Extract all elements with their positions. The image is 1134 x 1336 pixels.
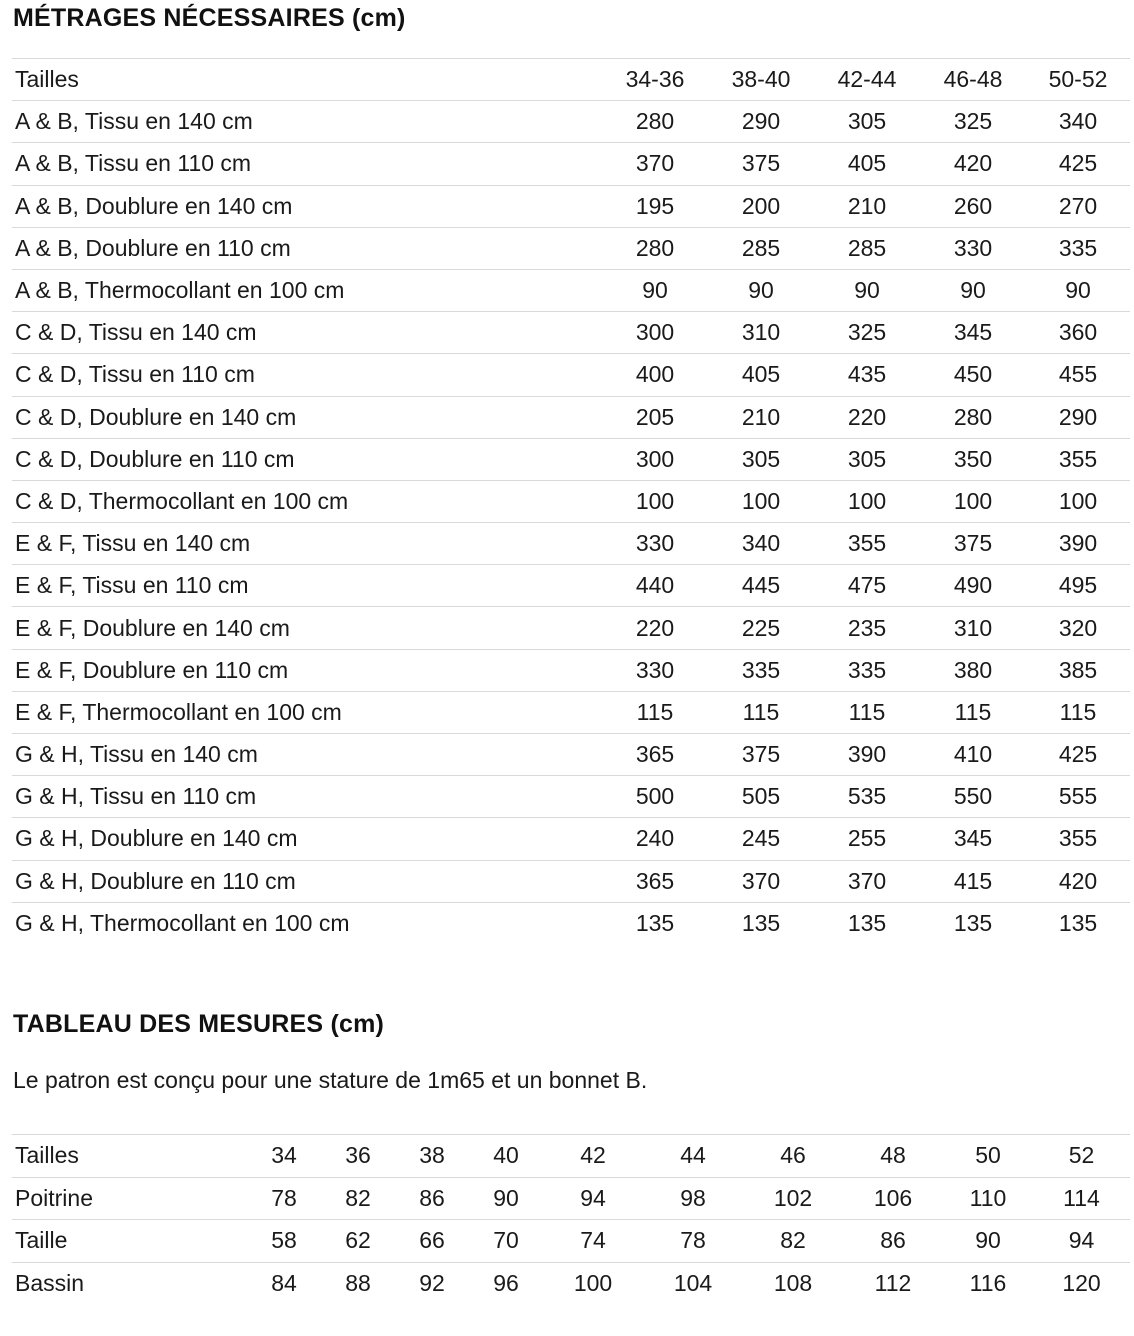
- value-cell: 100: [602, 480, 708, 522]
- value-cell: 330: [920, 227, 1026, 269]
- size-header: 42-44: [814, 58, 920, 100]
- table-row: [12, 142, 1130, 184]
- value-cell: 90: [469, 1177, 543, 1220]
- value-cell: 240: [602, 817, 708, 859]
- value-cell: 74: [543, 1219, 643, 1262]
- value-cell: 555: [1026, 775, 1130, 817]
- value-cell: 135: [1026, 902, 1130, 944]
- table-row: [12, 227, 1130, 269]
- value-cell: 245: [708, 817, 814, 859]
- table-row: [12, 522, 1130, 564]
- value-cell: 58: [247, 1219, 321, 1262]
- value-cell: 310: [920, 606, 1026, 648]
- row-label: E & F, Tissu en 110 cm: [12, 564, 602, 606]
- size-header: 52: [1033, 1134, 1130, 1177]
- value-cell: 115: [1026, 691, 1130, 733]
- value-cell: 225: [708, 606, 814, 648]
- value-cell: 90: [1026, 269, 1130, 311]
- value-cell: 90: [814, 269, 920, 311]
- value-cell: 300: [602, 311, 708, 353]
- row-label: E & F, Doublure en 140 cm: [12, 606, 602, 648]
- table-row: [12, 902, 1130, 944]
- value-cell: 120: [1033, 1262, 1130, 1305]
- row-label: G & H, Doublure en 140 cm: [12, 817, 602, 859]
- metrages-title: MÉTRAGES NÉCESSAIRES (cm): [13, 4, 406, 32]
- row-label: E & F, Thermocollant en 100 cm: [12, 691, 602, 733]
- value-cell: 405: [814, 142, 920, 184]
- value-cell: 450: [920, 353, 1026, 395]
- row-label: Taille: [12, 1219, 247, 1262]
- value-cell: 335: [708, 649, 814, 691]
- value-cell: 115: [602, 691, 708, 733]
- value-cell: 340: [1026, 100, 1130, 142]
- value-cell: 425: [1026, 733, 1130, 775]
- size-header: 38: [395, 1134, 469, 1177]
- value-cell: 455: [1026, 353, 1130, 395]
- value-cell: 310: [708, 311, 814, 353]
- value-cell: 270: [1026, 185, 1130, 227]
- value-cell: 375: [708, 733, 814, 775]
- value-cell: 300: [602, 438, 708, 480]
- value-cell: 108: [743, 1262, 843, 1305]
- value-cell: 94: [1033, 1219, 1130, 1262]
- value-cell: 82: [321, 1177, 395, 1220]
- value-cell: 445: [708, 564, 814, 606]
- row-label: A & B, Thermocollant en 100 cm: [12, 269, 602, 311]
- header-label: Tailles: [12, 1134, 247, 1177]
- value-cell: 305: [814, 100, 920, 142]
- table-row: [12, 100, 1130, 142]
- value-cell: 280: [602, 100, 708, 142]
- value-cell: 375: [920, 522, 1026, 564]
- value-cell: 370: [602, 142, 708, 184]
- row-label: Bassin: [12, 1262, 247, 1305]
- value-cell: 385: [1026, 649, 1130, 691]
- size-header: 46-48: [920, 58, 1026, 100]
- table-row: [12, 438, 1130, 480]
- table-row: [12, 733, 1130, 775]
- header-row: [12, 1134, 1130, 1177]
- value-cell: 325: [920, 100, 1026, 142]
- value-cell: 100: [1026, 480, 1130, 522]
- value-cell: 345: [920, 311, 1026, 353]
- size-header: 46: [743, 1134, 843, 1177]
- table-row: [12, 564, 1130, 606]
- value-cell: 320: [1026, 606, 1130, 648]
- table-row: [12, 1219, 1130, 1262]
- value-cell: 62: [321, 1219, 395, 1262]
- value-cell: 305: [708, 438, 814, 480]
- table-row: [12, 396, 1130, 438]
- value-cell: 340: [708, 522, 814, 564]
- value-cell: 110: [943, 1177, 1033, 1220]
- table-row: [12, 269, 1130, 311]
- value-cell: 330: [602, 522, 708, 564]
- table-row: [12, 1177, 1130, 1220]
- header-label: Tailles: [12, 58, 602, 100]
- value-cell: 550: [920, 775, 1026, 817]
- value-cell: 84: [247, 1262, 321, 1305]
- value-cell: 115: [920, 691, 1026, 733]
- row-label: A & B, Doublure en 110 cm: [12, 227, 602, 269]
- row-label: Poitrine: [12, 1177, 247, 1220]
- size-header: 38-40: [708, 58, 814, 100]
- value-cell: 330: [602, 649, 708, 691]
- mesures-table: [12, 1134, 1130, 1304]
- row-label: A & B, Tissu en 110 cm: [12, 142, 602, 184]
- value-cell: 500: [602, 775, 708, 817]
- value-cell: 390: [814, 733, 920, 775]
- value-cell: 78: [643, 1219, 743, 1262]
- value-cell: 290: [708, 100, 814, 142]
- value-cell: 220: [602, 606, 708, 648]
- value-cell: 135: [602, 902, 708, 944]
- value-cell: 325: [814, 311, 920, 353]
- value-cell: 425: [1026, 142, 1130, 184]
- row-label: A & B, Doublure en 140 cm: [12, 185, 602, 227]
- value-cell: 420: [920, 142, 1026, 184]
- size-header: 34-36: [602, 58, 708, 100]
- value-cell: 78: [247, 1177, 321, 1220]
- value-cell: 475: [814, 564, 920, 606]
- metrages-table: [12, 58, 1130, 944]
- value-cell: 290: [1026, 396, 1130, 438]
- value-cell: 390: [1026, 522, 1130, 564]
- value-cell: 285: [814, 227, 920, 269]
- value-cell: 360: [1026, 311, 1130, 353]
- row-label: C & D, Doublure en 110 cm: [12, 438, 602, 480]
- value-cell: 335: [814, 649, 920, 691]
- table-row: [12, 353, 1130, 395]
- size-header: 34: [247, 1134, 321, 1177]
- value-cell: 106: [843, 1177, 943, 1220]
- mesures-title: TABLEAU DES MESURES (cm): [13, 1010, 385, 1038]
- size-header: 44: [643, 1134, 743, 1177]
- value-cell: 100: [814, 480, 920, 522]
- value-cell: 195: [602, 185, 708, 227]
- value-cell: 116: [943, 1262, 1033, 1305]
- value-cell: 112: [843, 1262, 943, 1305]
- row-label: C & D, Tissu en 110 cm: [12, 353, 602, 395]
- value-cell: 505: [708, 775, 814, 817]
- value-cell: 490: [920, 564, 1026, 606]
- size-header: 48: [843, 1134, 943, 1177]
- size-header: 50: [943, 1134, 1033, 1177]
- value-cell: 355: [1026, 817, 1130, 859]
- mesures-intro: Le patron est conçu pour une stature de 1m65 et un bonnet B.: [13, 1067, 648, 1093]
- value-cell: 285: [708, 227, 814, 269]
- value-cell: 88: [321, 1262, 395, 1305]
- value-cell: 114: [1033, 1177, 1130, 1220]
- value-cell: 82: [743, 1219, 843, 1262]
- value-cell: 365: [602, 860, 708, 902]
- value-cell: 400: [602, 353, 708, 395]
- value-cell: 355: [1026, 438, 1130, 480]
- value-cell: 260: [920, 185, 1026, 227]
- table-row: [12, 185, 1130, 227]
- table-row: [12, 775, 1130, 817]
- table-row: [12, 649, 1130, 691]
- row-label: G & H, Tissu en 140 cm: [12, 733, 602, 775]
- value-cell: 92: [395, 1262, 469, 1305]
- value-cell: 102: [743, 1177, 843, 1220]
- value-cell: 86: [395, 1177, 469, 1220]
- value-cell: 280: [920, 396, 1026, 438]
- table-row: [12, 480, 1130, 522]
- value-cell: 100: [708, 480, 814, 522]
- value-cell: 370: [814, 860, 920, 902]
- value-cell: 66: [395, 1219, 469, 1262]
- table-row: [12, 691, 1130, 733]
- value-cell: 345: [920, 817, 1026, 859]
- value-cell: 94: [543, 1177, 643, 1220]
- row-label: E & F, Tissu en 140 cm: [12, 522, 602, 564]
- value-cell: 435: [814, 353, 920, 395]
- value-cell: 115: [814, 691, 920, 733]
- size-header: 50-52: [1026, 58, 1130, 100]
- value-cell: 104: [643, 1262, 743, 1305]
- size-header: 36: [321, 1134, 395, 1177]
- value-cell: 305: [814, 438, 920, 480]
- value-cell: 135: [920, 902, 1026, 944]
- row-label: C & D, Doublure en 140 cm: [12, 396, 602, 438]
- value-cell: 375: [708, 142, 814, 184]
- value-cell: 100: [920, 480, 1026, 522]
- value-cell: 210: [814, 185, 920, 227]
- value-cell: 135: [708, 902, 814, 944]
- table-row: [12, 817, 1130, 859]
- row-label: A & B, Tissu en 140 cm: [12, 100, 602, 142]
- value-cell: 90: [708, 269, 814, 311]
- row-label: G & H, Tissu en 110 cm: [12, 775, 602, 817]
- table-row: [12, 311, 1130, 353]
- value-cell: 355: [814, 522, 920, 564]
- row-label: E & F, Doublure en 110 cm: [12, 649, 602, 691]
- value-cell: 96: [469, 1262, 543, 1305]
- value-cell: 90: [602, 269, 708, 311]
- value-cell: 495: [1026, 564, 1130, 606]
- row-label: G & H, Doublure en 110 cm: [12, 860, 602, 902]
- value-cell: 200: [708, 185, 814, 227]
- value-cell: 90: [920, 269, 1026, 311]
- value-cell: 205: [602, 396, 708, 438]
- table-row: [12, 606, 1130, 648]
- value-cell: 440: [602, 564, 708, 606]
- value-cell: 135: [814, 902, 920, 944]
- value-cell: 86: [843, 1219, 943, 1262]
- value-cell: 365: [602, 733, 708, 775]
- value-cell: 350: [920, 438, 1026, 480]
- row-label: G & H, Thermocollant en 100 cm: [12, 902, 602, 944]
- value-cell: 220: [814, 396, 920, 438]
- value-cell: 405: [708, 353, 814, 395]
- value-cell: 410: [920, 733, 1026, 775]
- value-cell: 235: [814, 606, 920, 648]
- size-header: 42: [543, 1134, 643, 1177]
- size-header: 40: [469, 1134, 543, 1177]
- table-row: [12, 860, 1130, 902]
- value-cell: 100: [543, 1262, 643, 1305]
- value-cell: 535: [814, 775, 920, 817]
- value-cell: 90: [943, 1219, 1033, 1262]
- value-cell: 420: [1026, 860, 1130, 902]
- value-cell: 370: [708, 860, 814, 902]
- value-cell: 70: [469, 1219, 543, 1262]
- row-label: C & D, Thermocollant en 100 cm: [12, 480, 602, 522]
- value-cell: 255: [814, 817, 920, 859]
- header-row: [12, 58, 1130, 100]
- value-cell: 280: [602, 227, 708, 269]
- value-cell: 210: [708, 396, 814, 438]
- table-row: [12, 1262, 1130, 1305]
- value-cell: 380: [920, 649, 1026, 691]
- value-cell: 335: [1026, 227, 1130, 269]
- value-cell: 115: [708, 691, 814, 733]
- row-label: C & D, Tissu en 140 cm: [12, 311, 602, 353]
- value-cell: 98: [643, 1177, 743, 1220]
- value-cell: 415: [920, 860, 1026, 902]
